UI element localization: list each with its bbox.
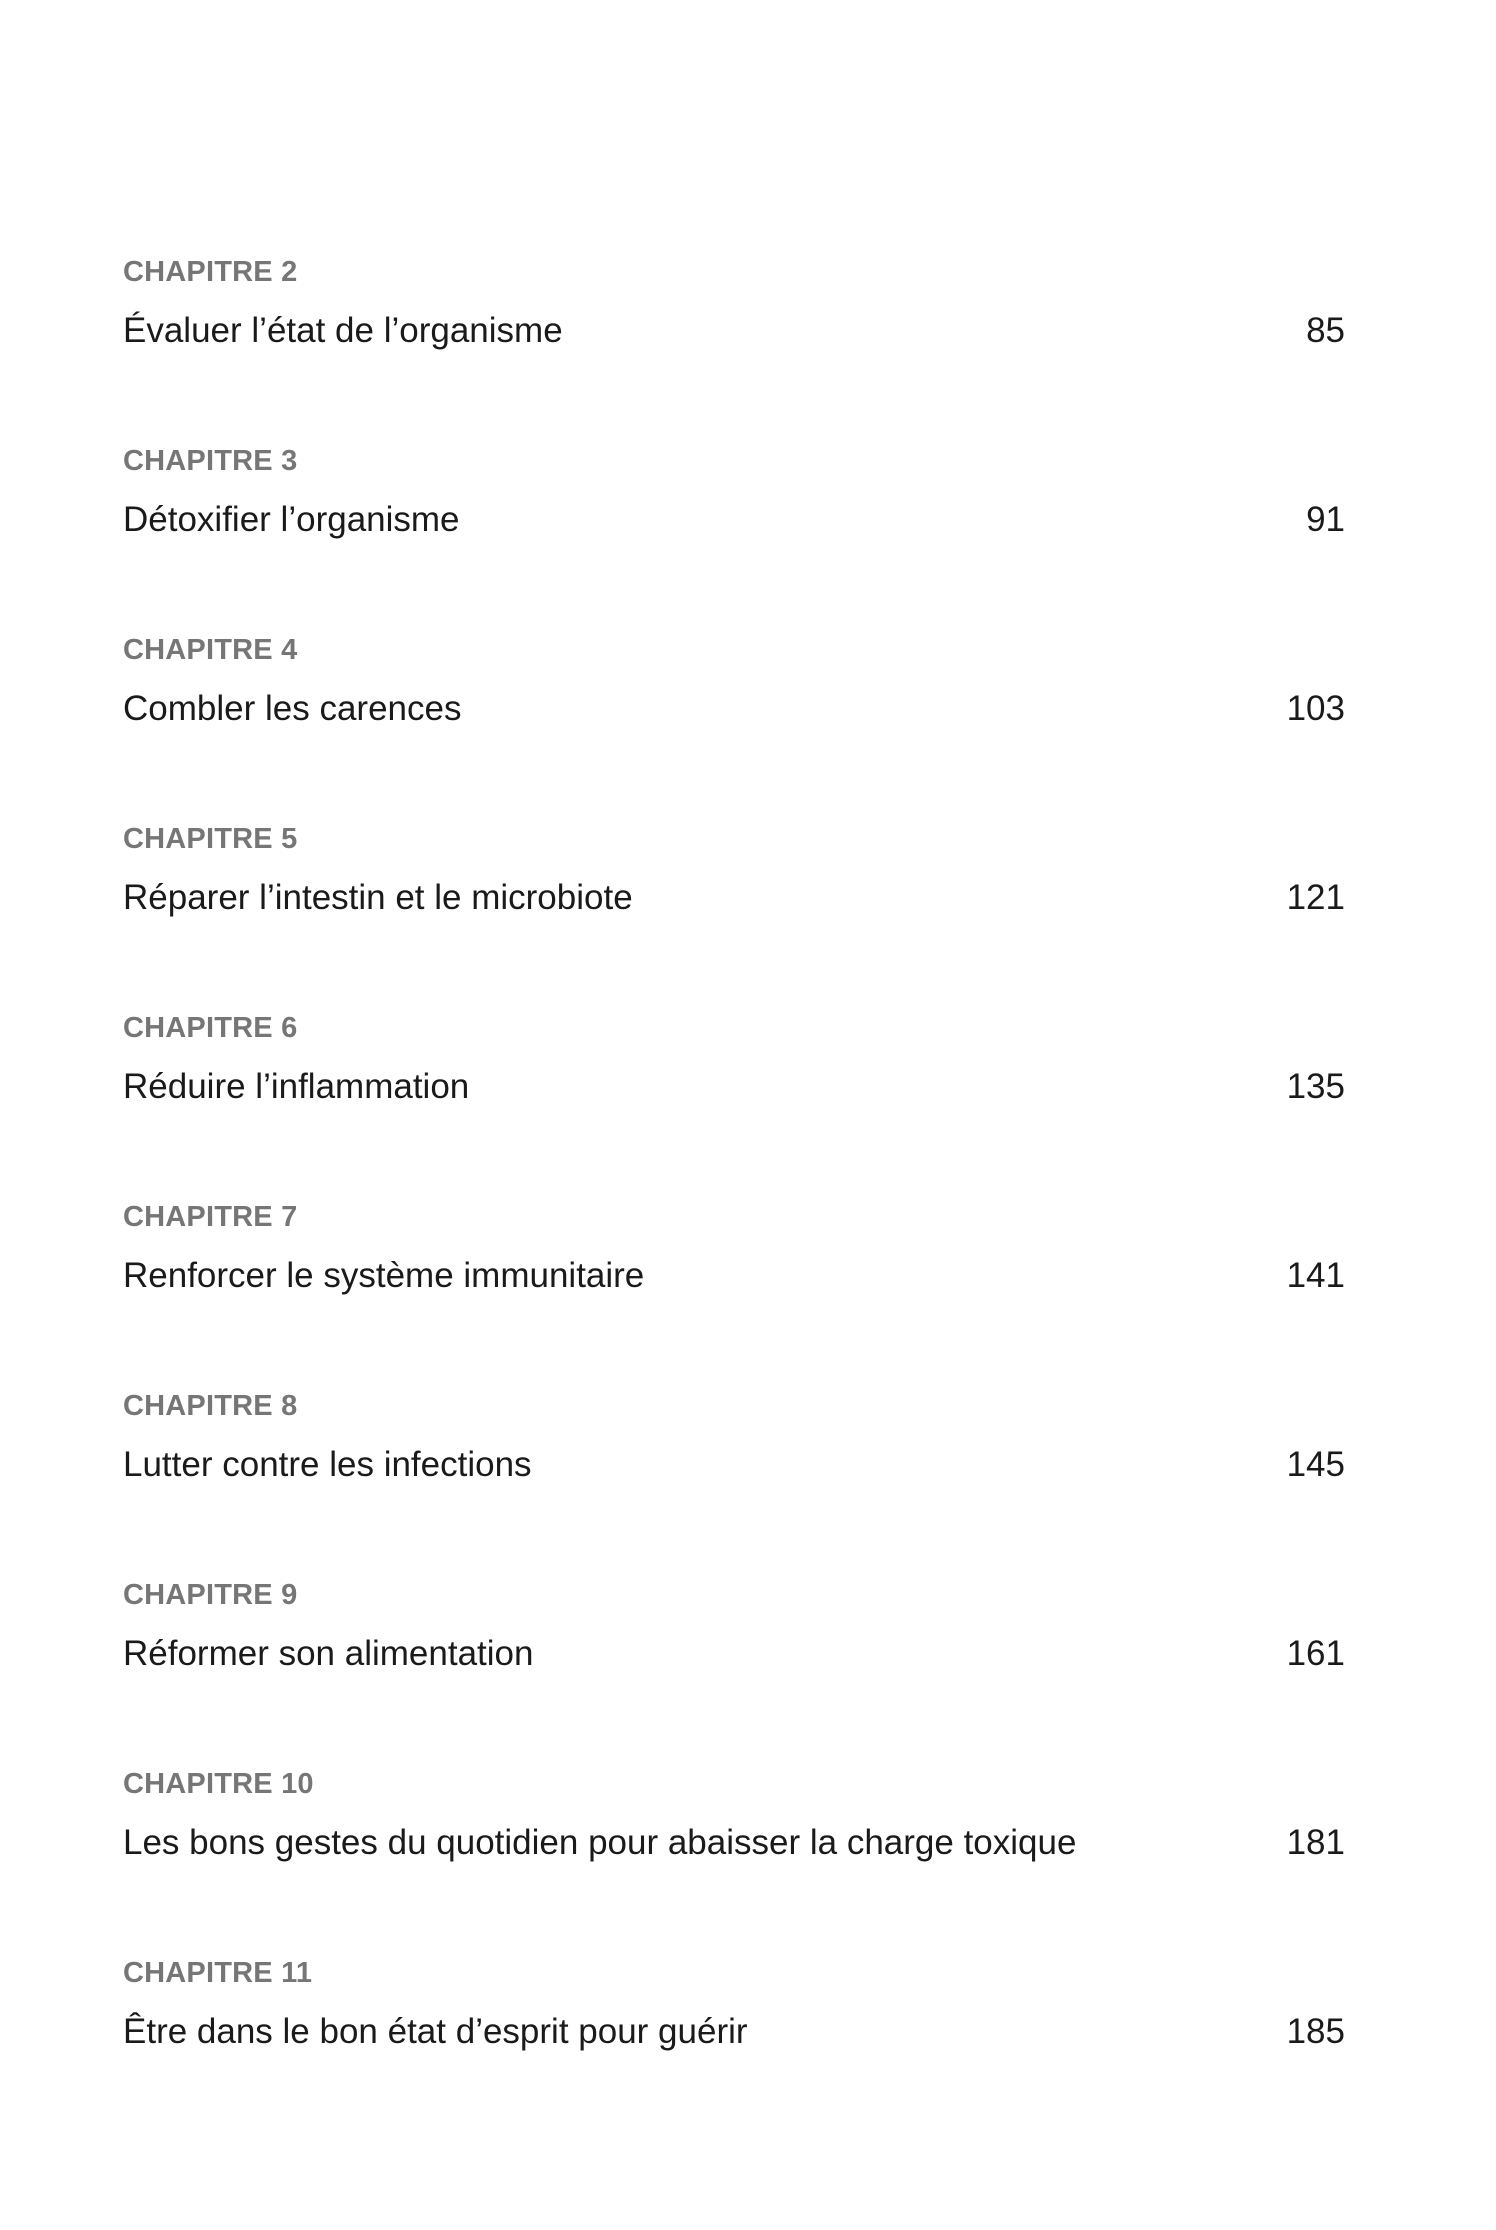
chapter-label: CHAPITRE 6	[123, 1012, 298, 1044]
chapter-title[interactable]: Renforcer le système immunitaire	[123, 1256, 645, 1295]
toc-entry-chapter-4[interactable]	[123, 630, 1345, 819]
page-number: 121	[1286, 878, 1345, 917]
chapter-label: CHAPITRE 8	[123, 1390, 298, 1422]
toc-row	[123, 1820, 1345, 1866]
table-of-contents	[123, 252, 1345, 2142]
chapter-label: CHAPITRE 11	[123, 1957, 313, 1989]
toc-row	[123, 1253, 1345, 1299]
toc-row	[123, 1064, 1345, 1110]
toc-entry-chapter-7[interactable]	[123, 1197, 1345, 1386]
toc-entry-chapter-10[interactable]	[123, 1764, 1345, 1953]
toc-row	[123, 2009, 1345, 2055]
page-number: 103	[1286, 689, 1345, 728]
toc-entry-chapter-9[interactable]	[123, 1575, 1345, 1764]
chapter-label: CHAPITRE 10	[123, 1768, 314, 1800]
toc-row	[123, 875, 1345, 921]
chapter-label: CHAPITRE 2	[123, 256, 298, 288]
toc-entry-chapter-11[interactable]	[123, 1953, 1345, 2142]
chapter-title[interactable]: Détoxifier l’organisme	[123, 500, 460, 539]
chapter-title[interactable]: Les bons gestes du quotidien pour abaisser la charge toxique	[123, 1823, 1077, 1862]
toc-row	[123, 1442, 1345, 1488]
chapter-title[interactable]: Lutter contre les infections	[123, 1445, 532, 1484]
chapter-title[interactable]: Réduire l’inflammation	[123, 1067, 470, 1106]
toc-row	[123, 497, 1345, 543]
page-number: 181	[1286, 1823, 1345, 1862]
page-number: 145	[1286, 1445, 1345, 1484]
page-number: 141	[1286, 1256, 1345, 1295]
toc-entry-chapter-6[interactable]	[123, 1008, 1345, 1197]
toc-row	[123, 308, 1345, 354]
page-number: 85	[1306, 311, 1345, 350]
chapter-title[interactable]: Combler les carences	[123, 689, 462, 728]
page-number: 91	[1306, 500, 1345, 539]
chapter-label: CHAPITRE 7	[123, 1201, 298, 1233]
chapter-label: CHAPITRE 4	[123, 634, 298, 666]
chapter-label: CHAPITRE 3	[123, 445, 298, 477]
toc-entry-chapter-2[interactable]	[123, 252, 1345, 441]
page-number: 185	[1286, 2012, 1345, 2051]
chapter-title[interactable]: Réparer l’intestin et le microbiote	[123, 878, 633, 917]
chapter-title[interactable]: Être dans le bon état d’esprit pour guérir	[123, 2012, 748, 2051]
page-number: 135	[1286, 1067, 1345, 1106]
toc-entry-chapter-3[interactable]	[123, 441, 1345, 630]
chapter-label: CHAPITRE 5	[123, 823, 298, 855]
toc-entry-chapter-8[interactable]	[123, 1386, 1345, 1575]
toc-row	[123, 686, 1345, 732]
chapter-label: CHAPITRE 9	[123, 1579, 298, 1611]
page-number: 161	[1286, 1634, 1345, 1673]
toc-entry-chapter-5[interactable]	[123, 819, 1345, 1008]
chapter-title[interactable]: Réformer son alimentation	[123, 1634, 534, 1673]
chapter-title[interactable]: Évaluer l’état de l’organisme	[123, 311, 563, 350]
toc-row	[123, 1631, 1345, 1677]
